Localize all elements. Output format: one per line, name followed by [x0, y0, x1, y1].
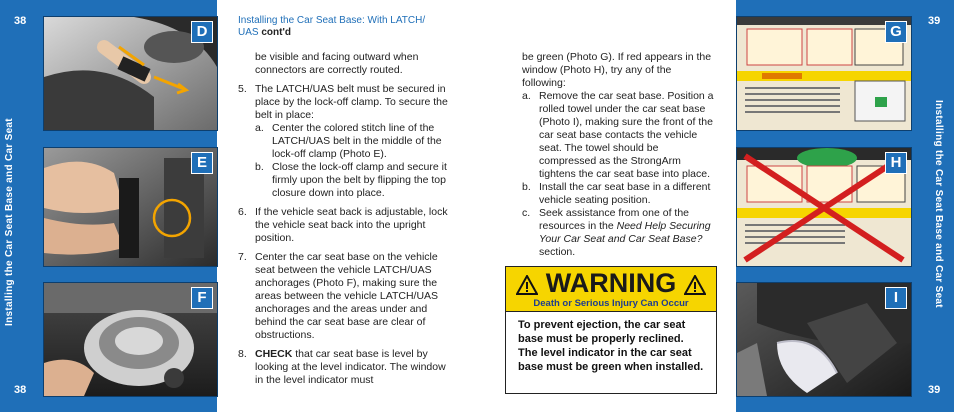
- right-sidebar: [736, 0, 954, 412]
- page-number-bottom-left: 38: [14, 384, 27, 396]
- section-header-line1: Installing the Car Seat Base: With LATCH/: [238, 15, 426, 26]
- photo-e-label: E: [191, 152, 213, 174]
- column-two: [522, 51, 718, 259]
- step-5a-letter: a.: [255, 122, 264, 134]
- step-5-number: 5.: [238, 83, 247, 95]
- left-sidebar: [0, 0, 217, 412]
- section-header-line2: UAS: [238, 27, 262, 38]
- step-8-check: CHECK: [255, 348, 293, 360]
- page-number-top-right: 39: [928, 15, 941, 27]
- col1-intro: be visible and facing outward when connectors are correctly routed.: [255, 51, 419, 76]
- photo-d-label: D: [191, 21, 213, 43]
- option-b-text: Install the car seat base in a different vehicle seating position.: [539, 181, 711, 206]
- step-8-number: 8.: [238, 348, 247, 360]
- photo-f: [43, 282, 218, 397]
- side-title-left: Installing the Car Seat Base and Car Seat: [4, 118, 15, 326]
- option-c-text-italic: Need Help Securing Your Car Seat and Car Seat Base?: [539, 220, 711, 245]
- photo-d: [43, 16, 218, 131]
- warning-box: [505, 266, 717, 394]
- option-a-text: Remove the car seat base. Position a rolled towel under the car seat base (Photo I), making sure the front of the car seat base contacts the vehicle seat. The towel should be compressed as the StrongArm tightens the car seat base into place.: [539, 90, 714, 180]
- step-5b-letter: b.: [255, 161, 264, 173]
- option-b-letter: b.: [522, 181, 531, 193]
- section-header: [238, 15, 448, 39]
- option-c-text-pre: Seek assistance from one of the resources in the: [539, 207, 689, 232]
- page-number-bottom-right: 39: [928, 384, 941, 396]
- photo-h: [736, 147, 912, 267]
- option-a: [522, 90, 718, 181]
- step-6: [238, 206, 448, 245]
- page-number-top-left: 38: [14, 15, 27, 27]
- step-5a-text: Center the colored stitch line of the LATCH/UAS belt in the middle of the lock-off clamp (Photo E).: [272, 122, 442, 160]
- option-c-text-post: section.: [539, 246, 576, 258]
- photo-f-label: F: [191, 287, 213, 309]
- step-5-text: The LATCH/UAS belt must be secured in place by the lock-off clamp. To secure the belt in place:: [255, 83, 448, 121]
- step-6-text: If the vehicle seat back is adjustable, lock the vehicle seat back into the upright position.: [255, 206, 448, 244]
- side-title-right: Installing the Car Seat Base and Car Seat: [933, 100, 944, 308]
- photo-i: [736, 282, 912, 397]
- photo-h-label: H: [885, 152, 907, 174]
- option-c-letter: c.: [522, 207, 531, 219]
- section-header-contd: cont'd: [261, 27, 291, 38]
- photo-g-label: G: [885, 21, 907, 43]
- step-5: [238, 83, 448, 200]
- warning-title-row: [506, 267, 716, 298]
- step-5a: [255, 122, 448, 161]
- warning-body: To prevent ejection, the car seat base must be properly reclined. The level indicator in the car seat base must be green when installed.: [518, 319, 704, 373]
- photo-e: [43, 147, 218, 267]
- option-b: [522, 181, 718, 207]
- warning-title: WARNING: [545, 268, 677, 298]
- warning-header: [506, 267, 716, 312]
- photo-g: [736, 16, 912, 131]
- warning-triangle-icon: [516, 275, 538, 295]
- step-5b: [255, 161, 448, 200]
- warning-subtitle: Death or Serious Injury Can Occur: [533, 298, 689, 309]
- step-7-number: 7.: [238, 251, 247, 263]
- step-8: [238, 348, 448, 387]
- step-8-text: that car seat base is level by looking at the level indicator. The window in the level indicator must: [255, 348, 446, 386]
- step-7: [238, 251, 448, 342]
- col2-intro: be green (Photo G). If red appears in the window (Photo H), try any of the following:: [522, 51, 712, 89]
- warning-triangle-icon: [684, 275, 706, 295]
- photo-i-label: I: [885, 287, 907, 309]
- step-5b-text: Close the lock-off clamp and secure it firmly upon the belt by flipping the top closure down into place.: [272, 161, 447, 199]
- step-7-text: Center the car seat base on the vehicle seat between the vehicle LATCH/UAS anchorages (Photo F), making sure the areas between the vehicle LATCH/UAS anchorages and the areas under and behind the car seat base are clear of obstructions.: [255, 251, 439, 341]
- step-6-number: 6.: [238, 206, 247, 218]
- column-one: [238, 51, 448, 393]
- option-c: [522, 207, 718, 259]
- option-a-letter: a.: [522, 90, 531, 102]
